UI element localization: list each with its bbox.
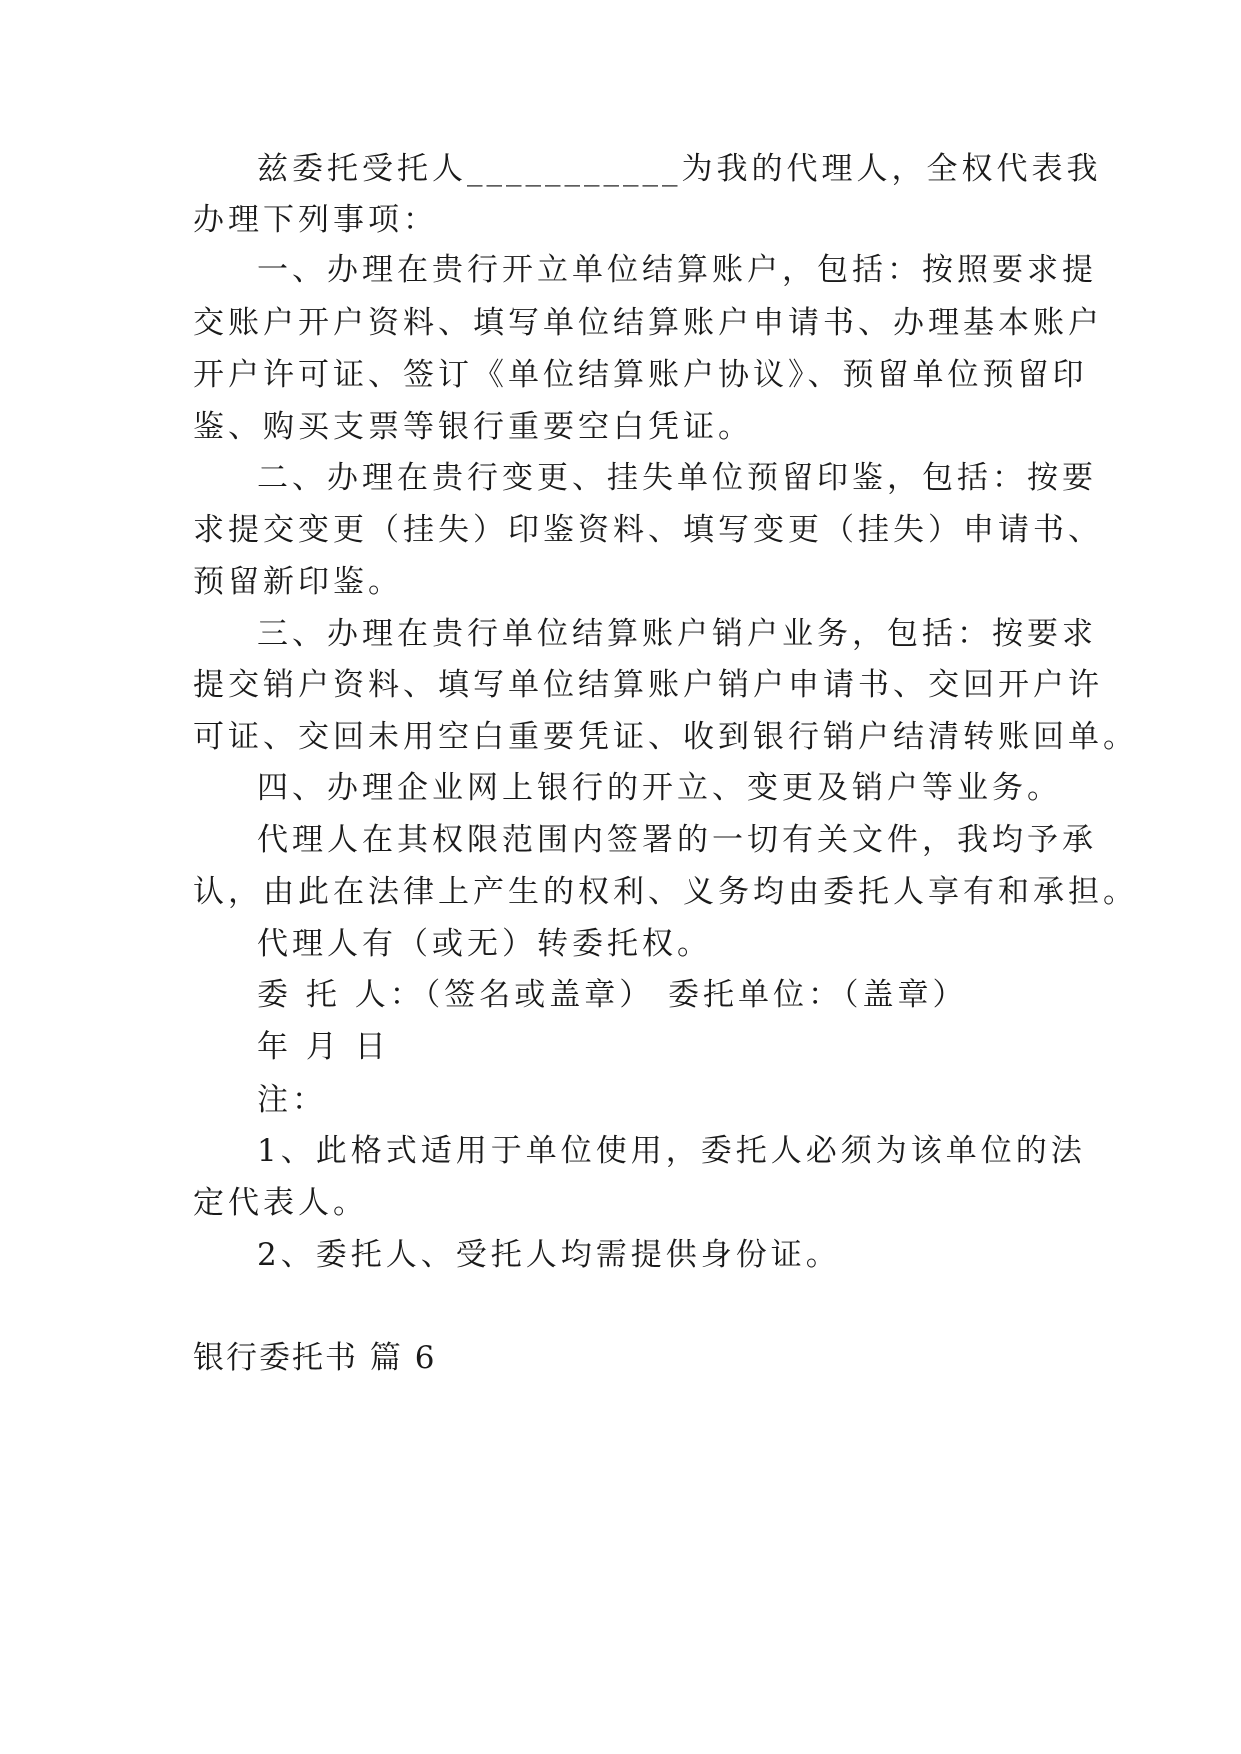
paragraph-line: 代理人有（或无）转委托权。 (257, 926, 712, 962)
paragraph-line: 二、办理在贵行变更、挂失单位预留印鉴，包括：按要 (257, 460, 1097, 496)
paragraph-line: 兹委托受托人___________为我的代理人，全权代表我 (257, 151, 1102, 187)
paragraph-line: 可证、交回未用空白重要凭证、收到银行销户结清转账回单。 (193, 719, 1138, 755)
paragraph-line: 鉴、购买支票等银行重要空白凭证。 (193, 409, 753, 445)
paragraph-line: 求提交变更（挂失）印鉴资料、填写变更（挂失）申请书、 (193, 512, 1103, 548)
paragraph-line: 预留新印鉴。 (193, 564, 403, 600)
paragraph-line: 三、办理在贵行单位结算账户销户业务，包括：按要求 (257, 616, 1097, 652)
note-line: 2、委托人、受托人均需提供身份证。 (257, 1237, 841, 1273)
section-title: 银行委托书 篇 6 (193, 1340, 437, 1376)
paragraph-line: 交账户开户资料、填写单位结算账户申请书、办理基本账户 (193, 305, 1103, 341)
signature-line: 委 托 人：（签名或盖章） 委托单位：（盖章） (257, 977, 968, 1013)
paragraph-line: 一、办理在贵行开立单位结算账户，包括：按照要求提 (257, 252, 1097, 288)
date-line: 年 月 日 (257, 1029, 390, 1065)
note-line: 定代表人。 (193, 1185, 368, 1221)
note-heading: 注： (257, 1082, 327, 1118)
paragraph-line: 提交销户资料、填写单位结算账户销户申请书、交回开户许 (193, 667, 1103, 703)
paragraph-line: 代理人在其权限范围内签署的一切有关文件，我均予承 (257, 822, 1097, 858)
paragraph-line: 认，由此在法律上产生的权利、义务均由委托人享有和承担。 (193, 874, 1138, 910)
paragraph-line: 开户许可证、签订《单位结算账户协议》、预留单位预留印 (193, 357, 1088, 393)
paragraph-line: 办理下列事项： (193, 202, 438, 238)
paragraph-line: 四、办理企业网上银行的开立、变更及销户等业务。 (257, 770, 1062, 806)
note-line: 1、此格式适用于单位使用，委托人必须为该单位的法 (257, 1133, 1086, 1169)
